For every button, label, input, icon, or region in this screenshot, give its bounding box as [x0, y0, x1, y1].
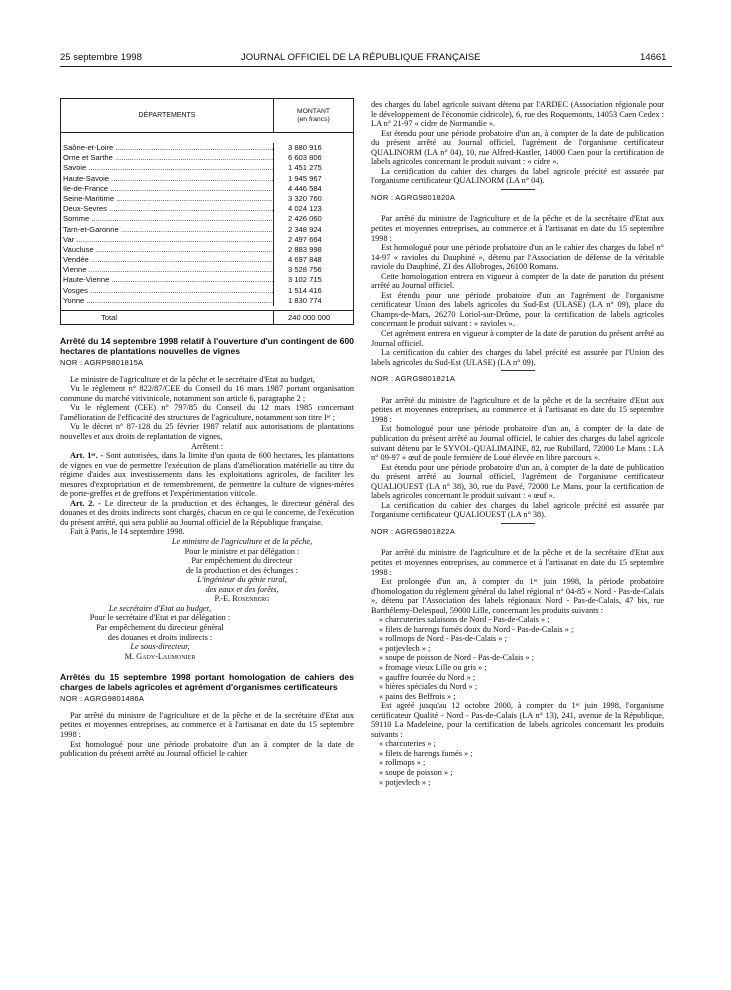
table-row-department: Vienne .....: [63, 265, 273, 275]
table-row-department: Vosges .....: [63, 286, 273, 296]
decree-2-intro: Par arrêté du ministre de l'agriculture et de la pêche et de la secrétaire d'Etat aux petites et moyennes entreprises, au commerce et à l'artisanat en date du 15 septembre 1998 :: [60, 710, 354, 739]
decree-1-nor: NOR : AGRP9801815A: [60, 358, 144, 368]
separator: [501, 370, 535, 371]
page-header: [0, 52, 731, 66]
table-row-department: Savoie .....: [63, 163, 273, 173]
table-row-amount: 3 102 715: [288, 275, 322, 285]
table-row-department: Vendée .....: [63, 255, 273, 265]
table-row-department: Orne et Sarthe .....: [63, 153, 273, 163]
table-header-amount: MONTANT (en francs): [296, 107, 331, 123]
list-item: « charcuteries » ;: [379, 739, 436, 749]
decree-3-nor: NOR : AGRG9801820A: [371, 192, 456, 202]
decree-1-visa-3: Vu le décret n° 87-128 du 25 février 1987 relatif aux autorisations de plantations nouvelles et aux droits de replantation de vignes,: [60, 422, 354, 442]
decree-1-visa-2: Vu le règlement (CEE) n° 797/85 du Conseil du 12 mars 1985 concernant l'amélioration de l'efficacité des structures de l'agriculture, notamment son titre Iᵉʳ ;: [60, 403, 354, 422]
right-column: [371, 100, 664, 787]
list-item: « potjevlech » ;: [379, 777, 431, 787]
table-row-amount: 1 945 967: [288, 173, 322, 183]
table-row-amount: 1 514 416: [288, 285, 322, 295]
table-header: [61, 99, 353, 133]
header-rule: [60, 66, 672, 67]
table-row-amount: 1 451 275: [288, 163, 322, 173]
table-row-department: Haute-Vienne .....: [63, 275, 273, 285]
table-row-amount: 2 883 998: [288, 244, 322, 254]
decree-5-nor: NOR : AGRG9801822A: [371, 526, 456, 536]
decree-3-effect: Cette homologation entrera en vigueur à compter de la date de parution du présent arrêté au Journal officiel.: [371, 271, 664, 291]
decree-1-title: Arrêté du 14 septembre 1998 relatif à l'ouverture d'un contingent de 600 hectares de plantations nouvelles de vignes: [60, 336, 354, 356]
table-row-amount: 6 603 806: [288, 153, 322, 163]
decree-2-certification: La certification du cahier des charges du label agricole précité est assurée par l'organisme certificateur QUALINORM (LA n° 04).: [371, 166, 664, 186]
department-amounts: [274, 143, 353, 306]
table-header-departments: DÉPARTEMENTS: [61, 99, 274, 132]
decree-4-nor: NOR : AGRG9801821A: [371, 374, 456, 384]
decree-3-agrement-effect: Cet agrément entrera en vigueur à compter de la date de parution du présent arrêté au Journal officiel.: [371, 329, 664, 348]
decree-4-intro: Par arrêté du ministre de l'agriculture et de la pêche et de la secrétaire d'Etat aux petites et moyennes entreprises, au commerce et à l'artisanat en date du 15 septembre 1998 :: [371, 395, 664, 424]
table-row-department: Vaucluse .....: [63, 245, 273, 255]
header-journal-title: JOURNAL OFFICIEL DE LA RÉPUBLIQUE FRANÇAISE: [241, 52, 481, 63]
decree-2-para: Est homologué pour une période probatoire d'un an à compter de la date de publication du présent arrêté au Journal officiel le cahier: [60, 739, 354, 759]
header-page-number: 14661: [640, 52, 667, 63]
decree-1-preamble: Le ministre de l'agriculture et de la pêche et le secrétaire d'Etat au budget,: [70, 374, 315, 384]
table-row-amount: 4 446 584: [288, 183, 322, 193]
decree-2-nor: NOR : AGRG9801486A: [60, 694, 145, 704]
decree-4-homologation: Est homologué pour une période probatoire d'un an, à compter de la date de publication du présent arrêté au Journal officiel, le cahier des charges du label agricole suivant détenu par le SYVOL-QUALIMAINE, 82, rue Rubillard, 72000 Le Mans : LA n° 09-97 « œuf de poule fermière de Loué élevée en libre parcours ».: [371, 424, 664, 463]
decree-1-article-1: Art. 1ᵉʳ. - Sont autorisées, dans la limite d'un quota de 600 hectares, les plantations de vignes en vue de permettre l'exécution de plans d'amélioration matérielle au titre du régime d'aides aux investissements dans les exploitations agricoles, de faciliter les mesures d'expropriation et de remembrement, de permettre la culture de vignes-mères de porte-greffes et de greffons et l'expérimentation viticole.: [60, 451, 355, 499]
list-item: « potjevlech » ;: [379, 643, 431, 653]
decree-2-title: Arrêtés du 15 septembre 1998 portant homologation de cahiers des charges de labels agricoles et agrément d'organismes certificateurs: [60, 672, 354, 692]
departments-table: [60, 98, 354, 325]
table-body: [61, 133, 353, 310]
table-row-amount: 4 024 123: [288, 204, 322, 214]
product-list-2: [371, 739, 664, 787]
table-row-department: Haute-Savoie .....: [63, 174, 273, 184]
table-row-department: Var .....: [63, 235, 273, 245]
decree-2-continued: des charges du label agricole suivant détenu par l'ARDEC (Association régionale pour le développement de l'économie cidricole), 6, rue des Roquemonts, 14053 Caen Cedex : LA n° 21-97 « cidre de Normandie ».: [371, 100, 664, 129]
separator: [501, 189, 535, 190]
decree-5-agrement: Est agréé jusqu'au 12 octobre 2000, à compter du 1ᵉʳ juin 1998, l'organisme certificateur Qualité - Nord - Pas-de-Calais (LA n° 13), 241, avenue de la République, 59110 La Madeleine, pour la certification de labels agricoles concernant les produits suivants :: [371, 701, 664, 739]
table-row-amount: 4 697 848: [288, 255, 322, 265]
decree-4-extension: Est étendu pour une période probatoire d'un an, à compter de la date de publication du présent arrêté au Journal officiel, l'agrément de l'organisme certificateur QUALIOUEST (LA n° 38), 30, rue du Pavé, 72000 Le Mans, pour la certification de labels agricoles concernant le produit suivant : « œuf ».: [371, 462, 664, 501]
table-row-department: Tarn-et-Garonne .....: [63, 225, 273, 235]
decree-3-homologation: Est homologué pour une période probatoire d'un an le cahier des charges du label n° 14-97 « ravioles du Dauphiné », détenu par l'Association de défense de la véritable raviole du Dauphiné, ZI des Allobroges, 26100 Romans.: [371, 243, 664, 272]
list-item: « filets de harengs fumés doux du Nord - Pas-de-Calais » ;: [379, 624, 574, 634]
list-item: « fromage vieux Lille ou gris » ;: [379, 662, 487, 672]
list-item: « gauffre fourrée du Nord » ;: [379, 672, 476, 682]
table-row-amount: 3 880 916: [288, 143, 322, 152]
signature-block-1: Le ministre de l'agriculture et de la pêche, Pour le ministre et par délégation : Par empêchement du directeur de la production et des échanges : L'ingénieur du génie rural, des eaux et des forêts, P.-E. Rosenberg: [171, 537, 313, 604]
list-item: « soupe de poisson » ;: [379, 768, 453, 777]
table-row-amount: 1 830 774: [288, 295, 322, 305]
header-date: 25 septembre 1998: [60, 52, 142, 63]
decree-3-certification: La certification du cahier des charges du label précité est assurée par l'Union des labels agricoles du Sud-Est (ULASE) (LA n° 09).: [371, 348, 664, 367]
list-item: « rollmops de Nord - Pas-de-Calais » ;: [379, 634, 507, 644]
list-item: « charcuteries salaisons de Nord - Pas-de-Calais » ;: [379, 615, 550, 625]
product-list-1: [371, 615, 664, 701]
left-column: [60, 98, 354, 759]
table-row-amount: 2 497 664: [288, 234, 322, 244]
table-row-department: Seine-Maritime .....: [63, 194, 273, 204]
list-item: « filets de harengs fumés » ;: [379, 748, 473, 758]
decree-2-extension: Est étendu pour une période probatoire d'un an, à compter de la date de publication du présent arrêté au Journal officiel, l'agrément de l'organisme certificateur QUALINORM (LA n° 04), 10, rue Alfred-Kastler, 14000 Caen pour la certification de labels agricoles concernant le produit suivant : « cidre ».: [371, 128, 664, 167]
decree-1-arretent: Arrêtent :: [190, 441, 224, 451]
decree-1-visa-1: Vu le règlement n° 822/87/CEE du Conseil du 16 mars 1987 portant organisation commune du marché vitivinicole, notamment son article 6, paragraphe 2 ;: [60, 384, 354, 403]
table-row-amount: 3 320 760: [288, 193, 322, 203]
table-row-department: Saône-et-Loire .....: [63, 143, 273, 153]
total-amount: 240 000 000: [288, 313, 331, 322]
list-item: « bières spéciales du Nord » ;: [379, 682, 478, 692]
list-item: « soupe de poisson de Nord - Pas-de-Calais » ;: [379, 653, 535, 663]
table-row-department: Ile-de-France .....: [63, 184, 273, 194]
decree-3-extension: Est étendu pour une période probatoire d'un an l'agrément de l'organisme certificateur Union des labels agricoles du Sud-Est (ULASE) (LA n° 09), place du Champs-de-Mars, 26270 Loriol-sur-Drôme, pour la certification de labels agricoles concernant le produit suivant : « ravioles ».: [371, 290, 664, 329]
total-label: Total: [61, 311, 274, 324]
decree-1-date: Fait à Paris, le 14 septembre 1998.: [70, 527, 185, 537]
table-row-amount: 2 348 924: [288, 224, 322, 234]
decree-3-intro: Par arrêté du ministre de l'agriculture et de la pêche et de la secrétaire d'Etat aux petites et moyennes entreprises, au commerce et à l'artisanat en date du 15 septembre 1998 :: [371, 214, 664, 243]
decree-5-intro: Par arrêté du ministre de l'agriculture et de la pêche et de la secrétaire d'Etat aux petites et moyennes entreprises, au commerce et à l'artisanat en date du 15 septembre 1998 :: [371, 548, 664, 577]
table-total-row: [61, 310, 353, 324]
decree-4-certification: La certification du cahier des charges du label agricole précité est assurée par l'organisme certificateur QUALIOUEST (LA n° 38).: [371, 500, 664, 520]
decree-5-prolongation: Est prolongée d'un an, à compter du 1ᵉʳ juin 1998, la période probatoire d'homologation du règlement général du label régional n° 04-85 « Nord - Pas-de-Calais », détenu par l'Association des labels régionaux Nord - Pas-de-Calais, 47 bis, rue Barthélemy-Delespaul, 59000 Lille, concernant les produits suivants :: [371, 577, 664, 615]
list-item: « rollmops » ;: [379, 758, 426, 768]
table-row-department: Yonne .....: [63, 296, 273, 306]
table-row-department: Somme .....: [63, 214, 273, 224]
department-names: [61, 143, 274, 306]
table-row-amount: 3 528 756: [288, 265, 322, 275]
separator: [501, 523, 535, 524]
table-row-amount: 2 426 060: [288, 214, 322, 224]
table-row-department: Deux-Sevres .....: [63, 204, 273, 214]
list-item: « pains des Beffrois » ;: [379, 691, 456, 701]
decree-1-article-2: Art. 2. - Le directeur de la production et des échanges, le directeur général des douanes et des droits indirects sont chargés, chacun en ce qui le concerne, de l'exécution du présent arrêté, qui sera publié au Journal officiel de la République française.: [60, 498, 354, 527]
signature-block-2: Le secrétaire d'Etat au budget, Pour le secrétaire d'Etat et par délégation : Par empêchement du directeur général des douanes et droits indirects : Le sous-directeur, M. Gady-Laumonier: [89, 603, 231, 661]
